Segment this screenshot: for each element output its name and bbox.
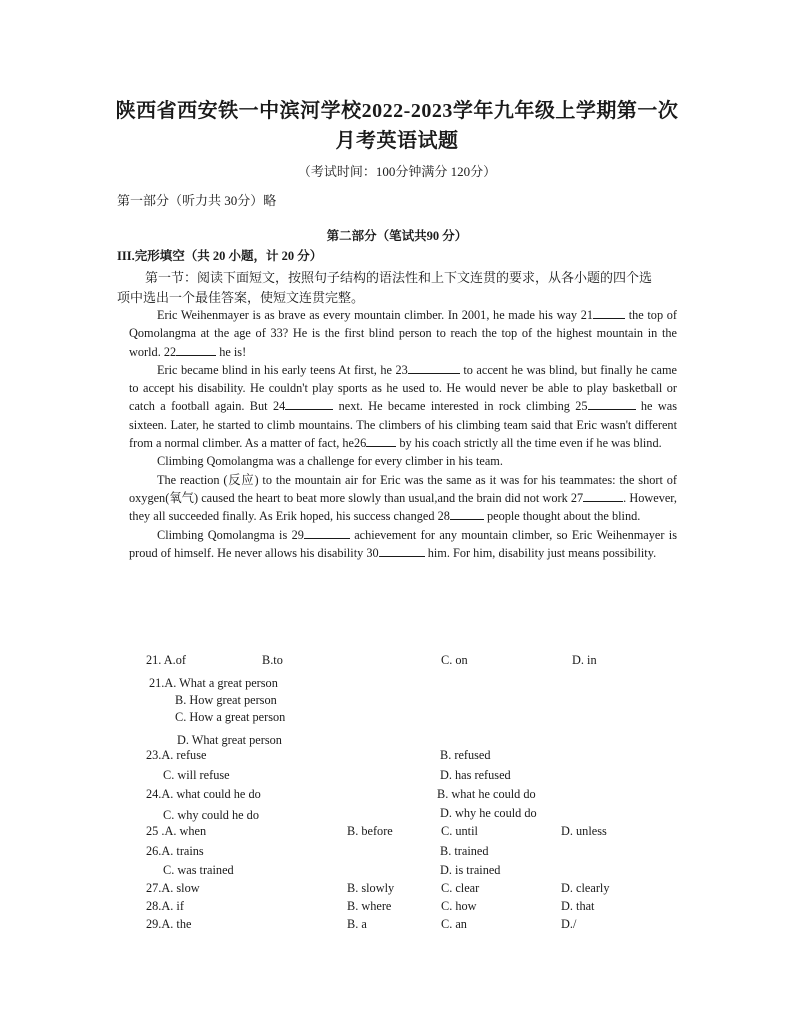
paragraph-2 [129, 361, 677, 452]
option-27-d: D. clearly [561, 881, 610, 895]
paragraph-4 [129, 471, 677, 526]
blank-28 [450, 508, 484, 520]
section-title: III.完形填空（共 20 小题，计 20 分） [117, 249, 323, 263]
option-28-b: B. where [347, 899, 392, 913]
passage-text: Eric became blind in his early teens At first, he 23 [157, 362, 408, 377]
passage-text: he was sixteen. Later, he started to climb mountains. The climbers of his climbing team said that Eric wasn't different from a normal climber. As a matter of fact, he26 [129, 399, 677, 451]
passage-text: . However, they all succeeded finally. As Erik hoped, his success changed 28 [129, 490, 677, 524]
option-25-d: D. unless [561, 824, 607, 838]
passage-text: achievement for any mountain climber, so Eric Weihenmayer is proud of himself. He never allows his disability 30 [129, 527, 677, 560]
passage-text: Eric Weihenmayer is as brave as every mountain climber. In 2001, he made his way 21 [157, 308, 594, 322]
option-27-a: 27.A. slow [146, 881, 200, 895]
option-23-a: 23.A. refuse [146, 748, 207, 762]
blank-24 [285, 398, 333, 410]
passage-text: the top of Qomolangma at the age of 33? He is the first blind person to reach the top of the highest mountain in the world. 22 [129, 308, 677, 359]
part-1-label: 第一部分（听力共 30分）略 [117, 193, 277, 208]
passage-text: by his coach strictly all the time even if he was blind. [396, 436, 662, 451]
blank-29 [304, 527, 350, 539]
option-22-a: 21.A. What a great person [149, 676, 278, 690]
option-23-d: D. has refused [440, 768, 511, 782]
option-27-c: C. clear [441, 881, 480, 895]
option-25-c: C. until [441, 824, 478, 838]
option-27-b: B. slowly [347, 881, 395, 895]
option-21-d: D. in [572, 653, 597, 667]
option-23-b: B. refused [440, 748, 491, 762]
option-21-b: B.to [262, 653, 283, 667]
passage [129, 306, 677, 562]
exam-info: （考试时间：100分钟满分 120分） [297, 164, 497, 179]
option-26-d: D. is trained [440, 863, 501, 877]
option-29-d: D./ [561, 917, 577, 931]
option-21-c: C. on [441, 653, 468, 667]
blank-23 [408, 362, 460, 374]
option-28-c: C. how [441, 899, 477, 913]
option-29-c: C. an [441, 917, 467, 931]
passage-text: people thought about the blind. [483, 509, 641, 524]
option-28-a: 28.A. if [146, 899, 184, 913]
page-title-line-2: 月考英语试题 [335, 130, 459, 152]
blank-21 [593, 307, 625, 319]
blank-22 [176, 344, 216, 356]
option-24-d: D. why he could do [440, 806, 537, 820]
passage-text: he is! [216, 344, 247, 359]
part-2-label: 第二部分（笔试共90 分） [326, 229, 468, 243]
option-22-c: C. How a great person [175, 710, 286, 724]
blank-27 [583, 490, 623, 502]
passage-text: to accent he was blind, but finally he came to accept his disability. He couldn't play sports as he used to. He would never be able to play basketball or catch a football again. But 24 [129, 362, 677, 414]
option-24-b: B. what he could do [437, 787, 536, 801]
option-26-b: B. trained [440, 844, 489, 858]
option-22-d: D. What great person [177, 733, 282, 747]
instructions-line-2: 项中选出一个最佳答案，使短文连贯完整。 [117, 290, 365, 305]
page-title-line-1: 陕西省西安铁一中滨河学校2022-2023学年九年级上学期第一次 [115, 100, 679, 122]
option-25-b: B. before [347, 824, 393, 838]
passage-text: Climbing Qomolangma is 29 [157, 527, 304, 542]
option-26-a: 26.A. trains [146, 844, 204, 858]
instructions-line-1: 第一节：阅读下面短文，按照句子结构的语法性和上下文连贯的要求，从各小题的四个选 [145, 270, 653, 285]
passage-text: next. He became interested in rock climbing 25 [333, 399, 588, 414]
paragraph-3: Climbing Qomolangma was a challenge for every climber in his team. [157, 454, 503, 469]
option-25-a: 25 .A. when [146, 824, 207, 838]
option-22-b: B. How great person [175, 693, 277, 707]
passage-text: The reaction (反应) to the mountain air for Eric was the same as it was for his teammates: the short of oxygen(氧气) caused the heart to beat more slowly than usual,and the brain did not work 27 [129, 472, 677, 505]
paragraph-5 [129, 526, 677, 563]
option-24-c: C. why could he do [163, 808, 259, 822]
passage-text: him. For him, disability just means possibility. [424, 545, 657, 560]
blank-30 [379, 545, 425, 557]
paragraph-1 [129, 306, 677, 361]
option-21-a: 21. A.of [146, 653, 186, 667]
option-29-a: 29.A. the [146, 917, 192, 931]
blank-25 [588, 398, 636, 410]
option-24-a: 24.A. what could he do [146, 787, 261, 801]
option-29-b: B. a [347, 917, 367, 931]
blank-26 [366, 435, 396, 447]
option-28-d: D. that [561, 899, 595, 913]
option-26-c: C. was trained [163, 863, 234, 877]
option-23-c: C. will refuse [163, 768, 230, 782]
